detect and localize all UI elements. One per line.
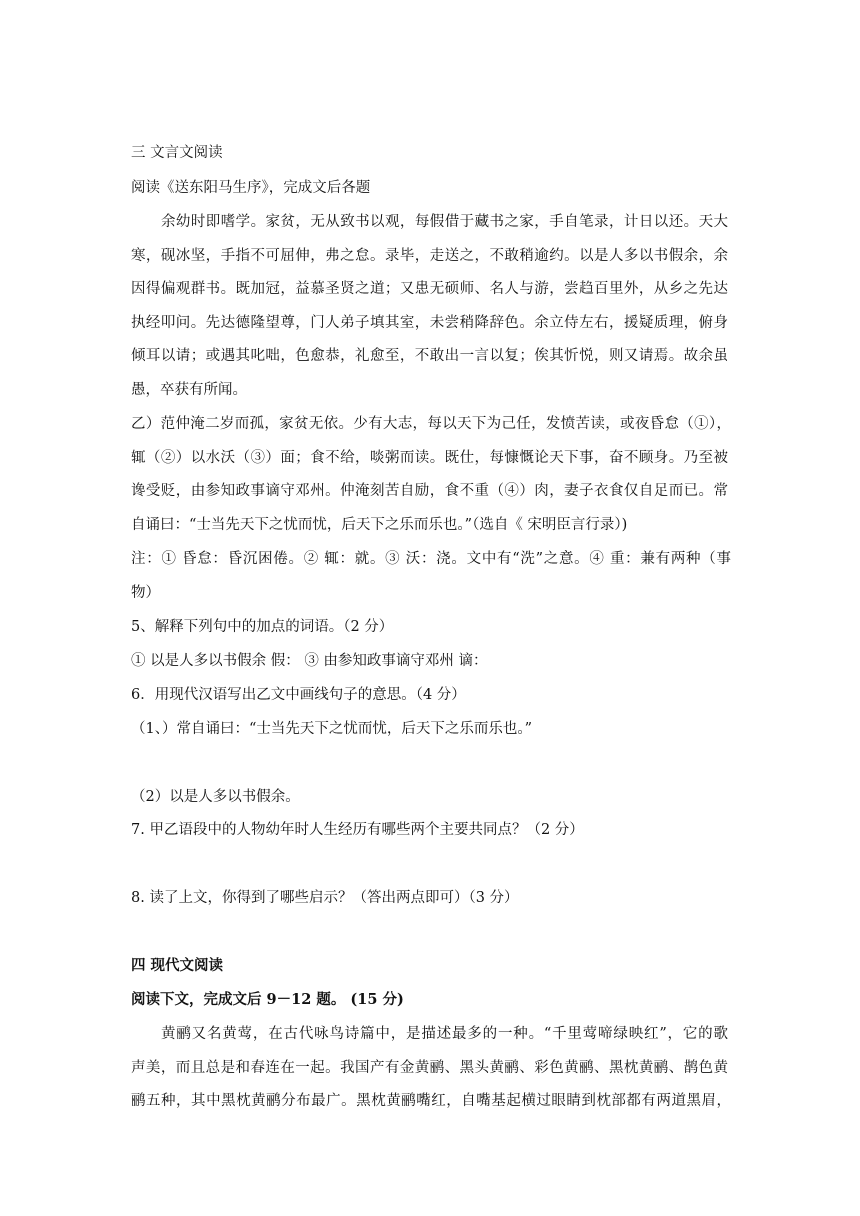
question-6-part-1: （1、）常自诵曰：“士当先天下之忧而忧，后天下之乐而乐也。”: [131, 721, 533, 737]
passage-line: 因得偏观群书。既加冠，益慕圣贤之道；又患无硕师、名人与游，尝趋百里外，从乡之先达: [131, 281, 728, 297]
question-5: 5、解释下列句中的加点的词语。（2 分）: [131, 619, 394, 635]
passage-line: 乙）范仲淹二岁而孤，家贫无依。少有大志，每以天下为己任，发愤苦读，或夜昏怠（①），: [131, 416, 731, 432]
passage-line: 声美，而且总是和春连在一起。我国产有金黄鹂、黑头黄鹂、彩色黄鹂、黑枕黄鹂、鹊色黄: [131, 1060, 728, 1076]
question-6-part-2: （2）以是人多以书假余。: [131, 789, 300, 805]
note-line: 注：① 昏怠：昏沉困倦。② 辄：就。③ 沃：浇。文中有“洗”之意。④ 重：兼有两种（事: [131, 551, 731, 567]
note-line: 物）: [131, 585, 160, 601]
passage-line: 寒，砚冰坚，手指不可屈伸，弗之怠。录毕，走送之，不敢稍逾约。以是人多以书假余，余: [131, 248, 728, 264]
passage-line: 自诵曰：“士当先天下之忧而忧，后天下之乐而乐也。”（选自《 宋明臣言行录）): [131, 517, 628, 533]
section-3-instruction: 阅读《送东阳马生序》，完成文后各题: [131, 180, 371, 196]
passage-line: 鹂五种，其中黑枕黄鹂分布最广。黑枕黄鹂嘴红，自嘴基起横过眼睛到枕部都有两道黑眉，: [131, 1093, 731, 1109]
question-6: 6．用现代汉语写出乙文中画线句子的意思。（4 分）: [131, 687, 466, 703]
passage-line: 倾耳以请；或遇其叱咄，色愈恭，礼愈至，不敢出一言以复；俟其忻悦，则又请焉。故余虽: [131, 348, 728, 364]
passage-line: 谗受贬，由参知政事谪守邓州。仲淹刻苦自励，食不重（④）肉，妻子衣食仅自足而已。常: [131, 483, 728, 499]
section-3-heading: 三 文言文阅读: [131, 145, 223, 161]
passage-line: 执经叩问。先达德隆望尊，门人弟子填其室，未尝稍降辞色。余立侍左右，援疑质理，俯身: [131, 315, 728, 331]
passage-line: 余幼时即嗜学。家贫，无从致书以观，每假借于藏书之家，手自笔录，计日以还。天大: [161, 214, 728, 230]
question-8: 8. 读了上文，你得到了哪些启示？（答出两点即可）（3 分）: [131, 890, 519, 906]
passage-line: 辄（②）以水沃（③）面；食不给，啖粥而读。既仕，每慷慨论天下事，奋不顾身。乃至被: [131, 450, 728, 466]
passage-line: 愚，卒获有所闻。: [131, 382, 247, 398]
question-7: 7. 甲乙语段中的人物幼年时人生经历有哪些两个主要共同点？（2 分）: [131, 822, 584, 838]
section-4-heading: 四 现代文阅读: [131, 957, 224, 974]
passage-line: 黄鹂又名黄莺，在古代咏鸟诗篇中，是描述最多的一种。“千里莺啼绿映红”，它的歌: [161, 1026, 728, 1042]
question-5-items: ① 以是人多以书假余 假： ③ 由参知政事谪守邓州 谪：: [131, 653, 488, 669]
section-4-instruction: 阅读下文，完成文后 9－12 题。 (15 分): [131, 991, 404, 1008]
